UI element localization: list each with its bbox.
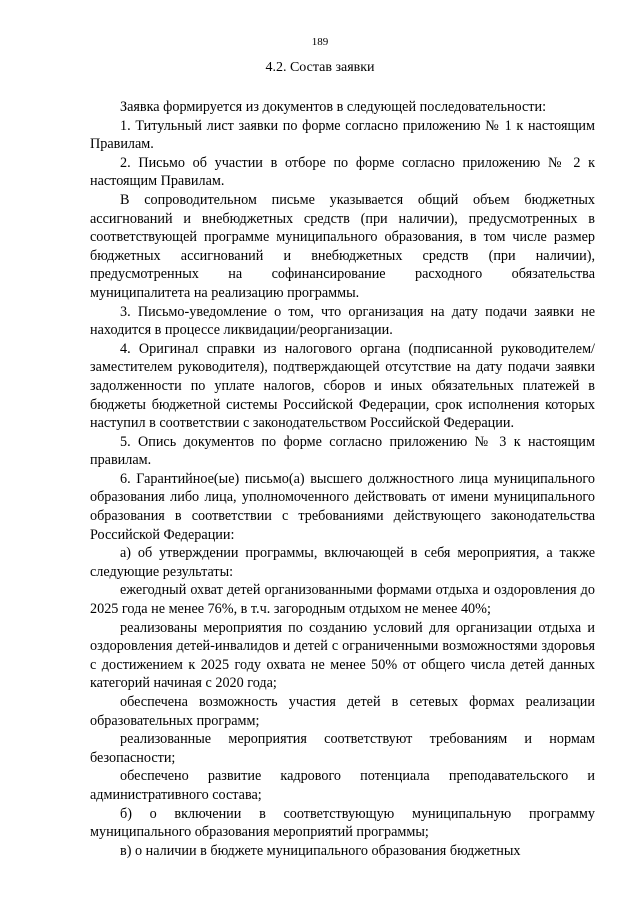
paragraph-result-3: обеспечена возможность участия детей в сетевых формах реализации образовательных программ;	[90, 694, 595, 729]
paragraph-item-1: 1. Титульный лист заявки по форме согласно приложению № 1 к настоящим Правилам.	[90, 117, 595, 153]
document-body	[90, 98, 595, 860]
paragraph-result-5: обеспечено развитие кадрового потенциала преподавательского и административного состава;	[90, 768, 595, 803]
page-number: 189	[311, 36, 329, 48]
paragraph-item-6: 6. Гарантийное(ые) письмо(а) высшего должностного лица муниципального образования либо лица, уполномоченного действовать от имени муниципального образования в соответствии с требованиями действующего законодательства Российской Федерации:	[90, 470, 595, 543]
paragraph-result-1: ежегодный охват детей организованными формами отдыха и оздоровления до 2025 года не менее 76%, в т.ч. загородным отдыхом не менее 40%;	[90, 582, 595, 618]
paragraph-item-4: 4. Оригинал справки из налогового органа (подписанной руководителем/заместителем руководителя), подтверждающей отсутствие на дату подачи заявки задолженности по уплате налогов, сборов и иных обязательных платежей в бюджеты бюджетной системы Российской Федерации, срок исполнения которых наступил в соответствии с законодательством Российской Федерации.	[90, 340, 595, 432]
section-title: 4.2. Состав заявки	[265, 60, 375, 75]
paragraph-result-4: реализованные мероприятия соответствуют требованиям и нормам безопасности;	[90, 731, 595, 766]
paragraph-subitem-a: а) об утверждении программы, включающей в себя мероприятия, а также следующие результаты:	[90, 545, 595, 580]
paragraph-item-3: 3. Письмо-уведомление о том, что организация на дату подачи заявки не находится в процессе ликвидации/реорганизации.	[90, 303, 595, 339]
paragraph-item-5: 5. Опись документов по форме согласно приложению № 3 к настоящим правилам.	[90, 433, 595, 469]
paragraph-item-2: 2. Письмо об участии в отборе по форме согласно приложению № 2 к настоящим Правилам.	[90, 154, 595, 190]
paragraph-subitem-v: в) о наличии в бюджете муниципального образования бюджетных	[120, 842, 521, 859]
paragraph-subitem-b: б) о включении в соответствующую муниципальную программу муниципального образования мероприятий программы;	[90, 805, 595, 841]
paragraph-intro: Заявка формируется из документов в следующей последовательности:	[120, 99, 547, 115]
paragraph-result-2: реализованы мероприятия по созданию условий для организации отдыха и оздоровления детей-инвалидов и детей с ограниченными возможностями здоровья с достижением к 2025 году охвата не менее 50% от общего числа детей данных категорий начиная с 2020 года;	[90, 619, 595, 692]
paragraph-cover-letter: В сопроводительном письме указывается общий объем бюджетных ассигнований и внебюджетных средств (при наличии), предусмотренных в соответствующей программе муниципального образования, в том числе размер бюджетных ассигнований и внебюджетных средств (при наличии), предусмотренных на софинансирование расходного обязательства муниципалитета на реализацию программы.	[90, 191, 595, 301]
